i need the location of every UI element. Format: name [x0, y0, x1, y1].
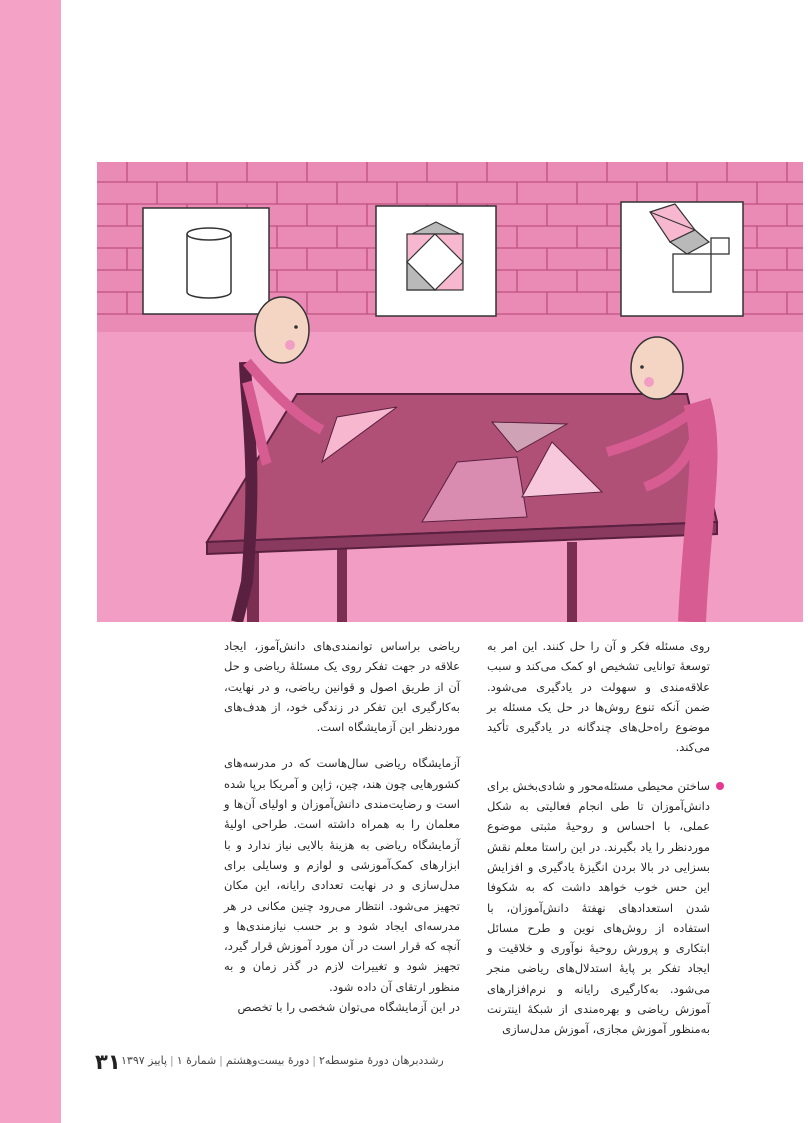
left-paragraph-3: در این آزمایشگاه می‌توان شخصی را با تخصص [237, 1000, 460, 1015]
page-footer [95, 1050, 710, 1072]
footer-volume: دورۀ بیست‌وهشتم [225, 1054, 310, 1067]
footer-season: پاییز ۱۳۹۷ [121, 1054, 168, 1067]
left-paragraph-2: آزمایشگاه ریاضی سال‌هاست که در مدرسه‌های کشورهایی چون هند، چین، ژاپن و آمریکا برپا شده است و رضایت‌مندی دانش‌آموزان و اولیای آن‌ها و معلمان را به همراه داشته است. طراحی اولیۀ آزمایشگاه ریاضی به هزینۀ بالایی نیاز ندارد و با ابزارهای کمک‌آموزشی و لوازم و وسایلی برای مدل‌سازی و در نهایت تعدادی رایانه، این مکان تجهیز می‌شود. انتظار می‌رود چنین مکانی در هر مدرسه‌ای ایجاد شود و بر حسب نیازمندی‌ها و آنچه که قرار است در آن مورد آموزش قرار گیرد، تجهیز شود و تغییرات لازم در گذر زمان و به منظور ارتقای آن داده شود. [224, 756, 460, 994]
right-paragraph-1: روی مسئله فکر و آن را حل کنند. این امر به توسعۀ توانایی تشخیص او کمک می‌کند و سبب علاقه‌مندی و سهولت در یادگیری می‌شود. ضمن آنکه تنوع روش‌ها در حل یک مسئله بر موضوع راه‌حل‌های چندگانه در یادگیری تأکید می‌کند. [487, 639, 710, 755]
poster-cylinder [143, 208, 269, 314]
footer-citation: رشددبرهان دورۀ متوسطه۲|دورۀ بیست‌وهشتم|شمارۀ ۱|پاییز ۱۳۹۷ [121, 1054, 444, 1067]
footer-magazine: رشددبرهان دورۀ متوسطه۲ [318, 1054, 444, 1067]
left-text-column [224, 636, 460, 1017]
bullet-icon [716, 782, 724, 790]
right-text-column [487, 636, 710, 1040]
poster-square-puzzle [376, 206, 496, 316]
left-decorative-band [0, 0, 61, 1123]
page-number: ۳۱ [95, 1050, 121, 1074]
poster-pythagoras [621, 202, 743, 316]
left-paragraph-1: ریاضی براساس توانمندی‌های دانش‌آموز، ایجاد علاقه در جهت تفکر روی یک مسئلۀ ریاضی و حل آن از طریق اصول و قوانین ریاضی، و در نهایت، به‌کارگیری این تفکر در زندگی خود، از هدف‌های موردنظر این آزمایشگاه است. [224, 639, 460, 735]
cartoon-illustration [97, 162, 803, 622]
right-paragraph-2: ساختن محیطی مسئله‌محور و شادی‌بخش برای دانش‌آموزان تا طی انجام فعالیتی به شکل عملی، با احساس و روحیۀ مثبتی موضوع موردنظر را یاد بگیرند. در این راستا معلم نقش بسزایی در بالا بردن انگیزۀ یادگیری و افزایش این حس خوب خواهد داشت که به شکوفا شدن استعدادهای نهفتۀ دانش‌آموزان، با استفاده از روش‌های نوین و طرح مسائل ابتکاری و پرورش روحیۀ نوآوری و خلاقیت و ایجاد تفکر بر پایۀ استدلال‌های ریاضی منجر می‌شود. به‌کارگیری رایانه و نرم‌افزارهای آموزش ریاضی و بهره‌مندی از شبکۀ اینترنت به‌منظور آموزش مجازی، آموزش مدل‌سازی [487, 776, 710, 1040]
footer-issue: شمارۀ ۱ [176, 1054, 217, 1067]
